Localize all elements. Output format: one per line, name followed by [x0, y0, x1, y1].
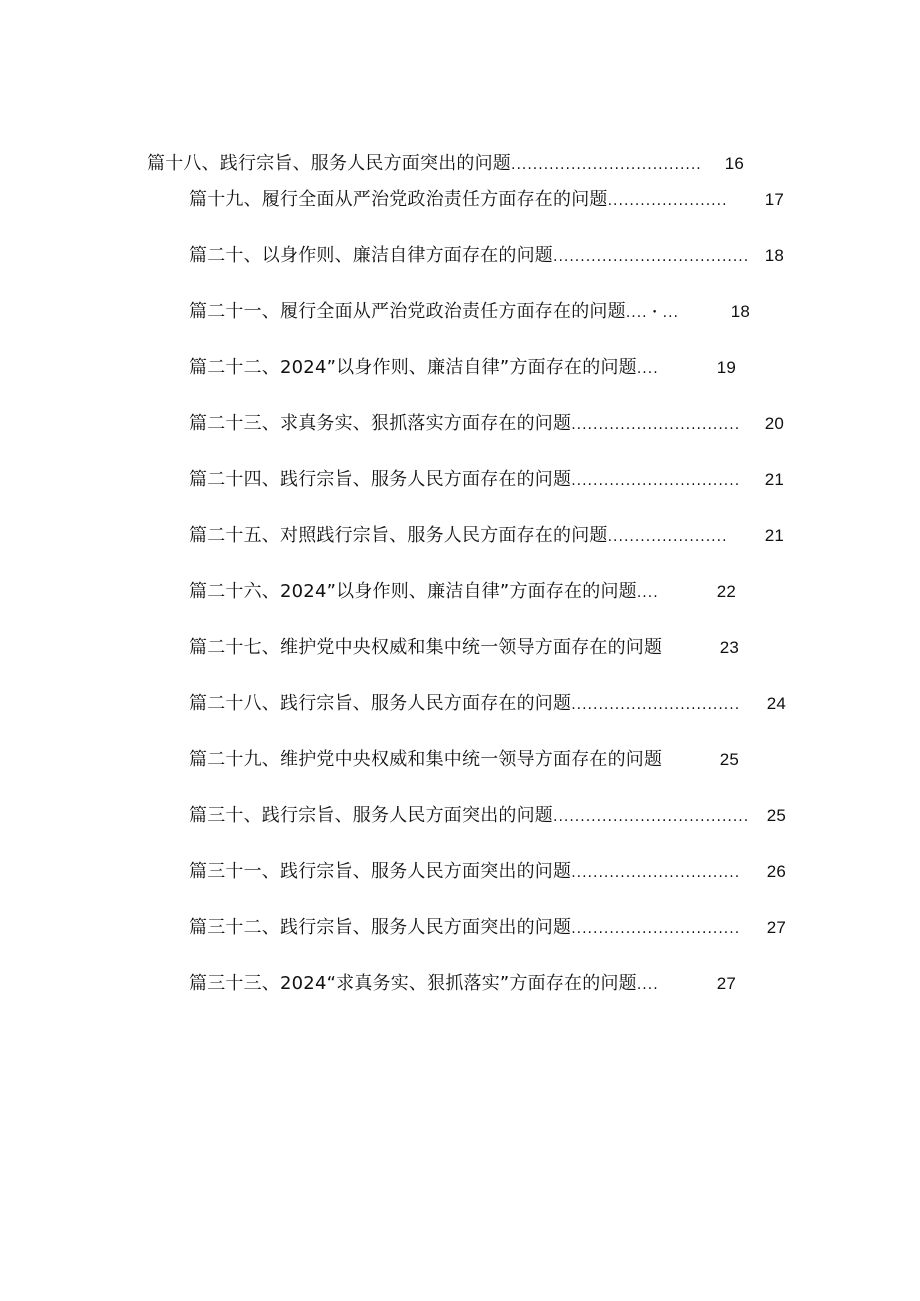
toc-entry-title: 篇三十一、践行宗旨、服务人民方面突出的问题 [189, 861, 572, 882]
toc-entry-title: 篇二十一、履行全面从严治党政治责任方面存在的问题 [189, 301, 626, 322]
toc-entry-leader: ............................... [571, 417, 741, 433]
toc-entry-page: 17 [764, 190, 784, 209]
toc-entry[interactable] [189, 804, 786, 829]
toc-entry-leader: .... [636, 977, 659, 993]
toc-entry-title: 篇二十八、践行宗旨、服务人民方面存在的问题 [189, 693, 572, 714]
toc-entry-leader: .................................... [553, 249, 750, 265]
toc-entry[interactable] [189, 972, 736, 997]
toc-entry[interactable] [147, 152, 744, 177]
toc-entry-leader: .... [636, 585, 659, 601]
toc-entry[interactable] [189, 860, 786, 885]
toc-entry-leader: ................................... [511, 157, 702, 173]
toc-entry-title: 篇二十三、求真务实、狠抓落实方面存在的问题 [189, 413, 572, 434]
toc-entry-leader: .... [636, 361, 659, 377]
toc-entry-title: 篇三十二、践行宗旨、服务人民方面突出的问题 [189, 917, 572, 938]
toc-entry[interactable] [189, 524, 784, 549]
toc-entry-title: 篇二十九、维护党中央权威和集中统一领导方面存在的问题 [189, 749, 663, 770]
toc-entry-title: 篇十九、履行全面从严治党政治责任方面存在的问题 [189, 189, 608, 210]
toc-entry-leader: ............................... [571, 473, 741, 489]
toc-entry-title: 篇十八、践行宗旨、服务人民方面突出的问题 [147, 153, 511, 174]
toc-entry[interactable] [189, 692, 786, 717]
toc-entry[interactable] [189, 636, 739, 660]
toc-entry[interactable] [189, 356, 736, 381]
toc-entry-page: 18 [764, 246, 784, 265]
toc-entry-title: 篇二十四、践行宗旨、服务人民方面存在的问题 [189, 469, 572, 490]
toc-entry-title: 篇二十五、对照践行宗旨、服务人民方面存在的问题 [189, 525, 608, 546]
toc-entry-title: 篇二十二、2024”以身作则、廉洁自律”方面存在的问题 [189, 357, 637, 378]
toc-entry[interactable] [189, 188, 784, 213]
toc-entry-title: 篇三十三、2024“求真务实、狠抓落实”方面存在的问题 [189, 973, 637, 994]
toc-entry-page: 20 [764, 414, 784, 433]
toc-entry[interactable] [189, 580, 736, 605]
toc-entry[interactable] [189, 244, 784, 269]
toc-entry-page: 23 [719, 638, 739, 657]
toc-entry-page: 25 [719, 750, 739, 769]
toc-entry-leader: ...................... [607, 193, 728, 209]
toc-entry[interactable] [189, 412, 784, 437]
toc-entry-title: 篇二十七、维护党中央权威和集中统一领导方面存在的问题 [189, 637, 663, 658]
toc-entry-page: 25 [766, 806, 786, 825]
toc-entry-leader: ....・... [625, 305, 679, 321]
toc-entry-title: 篇三十、践行宗旨、服务人民方面突出的问题 [189, 805, 553, 826]
toc-entry-leader: ............................... [571, 865, 741, 881]
toc-entry-page: 27 [766, 918, 786, 937]
toc-entry-title: 篇二十、以身作则、廉洁自律方面存在的问题 [189, 245, 553, 266]
toc-entry-page: 24 [766, 694, 786, 713]
toc-entry-leader: .................................... [553, 809, 750, 825]
toc-entry-title: 篇二十六、2024”以身作则、廉洁自律”方面存在的问题 [189, 581, 637, 602]
toc-entry-page: 19 [716, 358, 736, 377]
toc-entry-page: 21 [764, 526, 784, 545]
toc-entry[interactable] [189, 916, 786, 941]
toc-entry[interactable] [189, 300, 750, 325]
toc-entry-page: 22 [716, 582, 736, 601]
toc-entry-page: 27 [716, 974, 736, 993]
toc-entry-leader: ............................... [571, 921, 741, 937]
toc-entry-leader: ...................... [607, 529, 728, 545]
toc-entry-page: 26 [766, 862, 786, 881]
toc-entry[interactable] [189, 748, 739, 772]
toc-entry[interactable] [189, 468, 784, 493]
toc-entry-page: 21 [764, 470, 784, 489]
toc-entry-page: 16 [724, 154, 744, 173]
toc-entry-leader: ............................... [571, 697, 741, 713]
toc-entry-page: 18 [730, 302, 750, 321]
